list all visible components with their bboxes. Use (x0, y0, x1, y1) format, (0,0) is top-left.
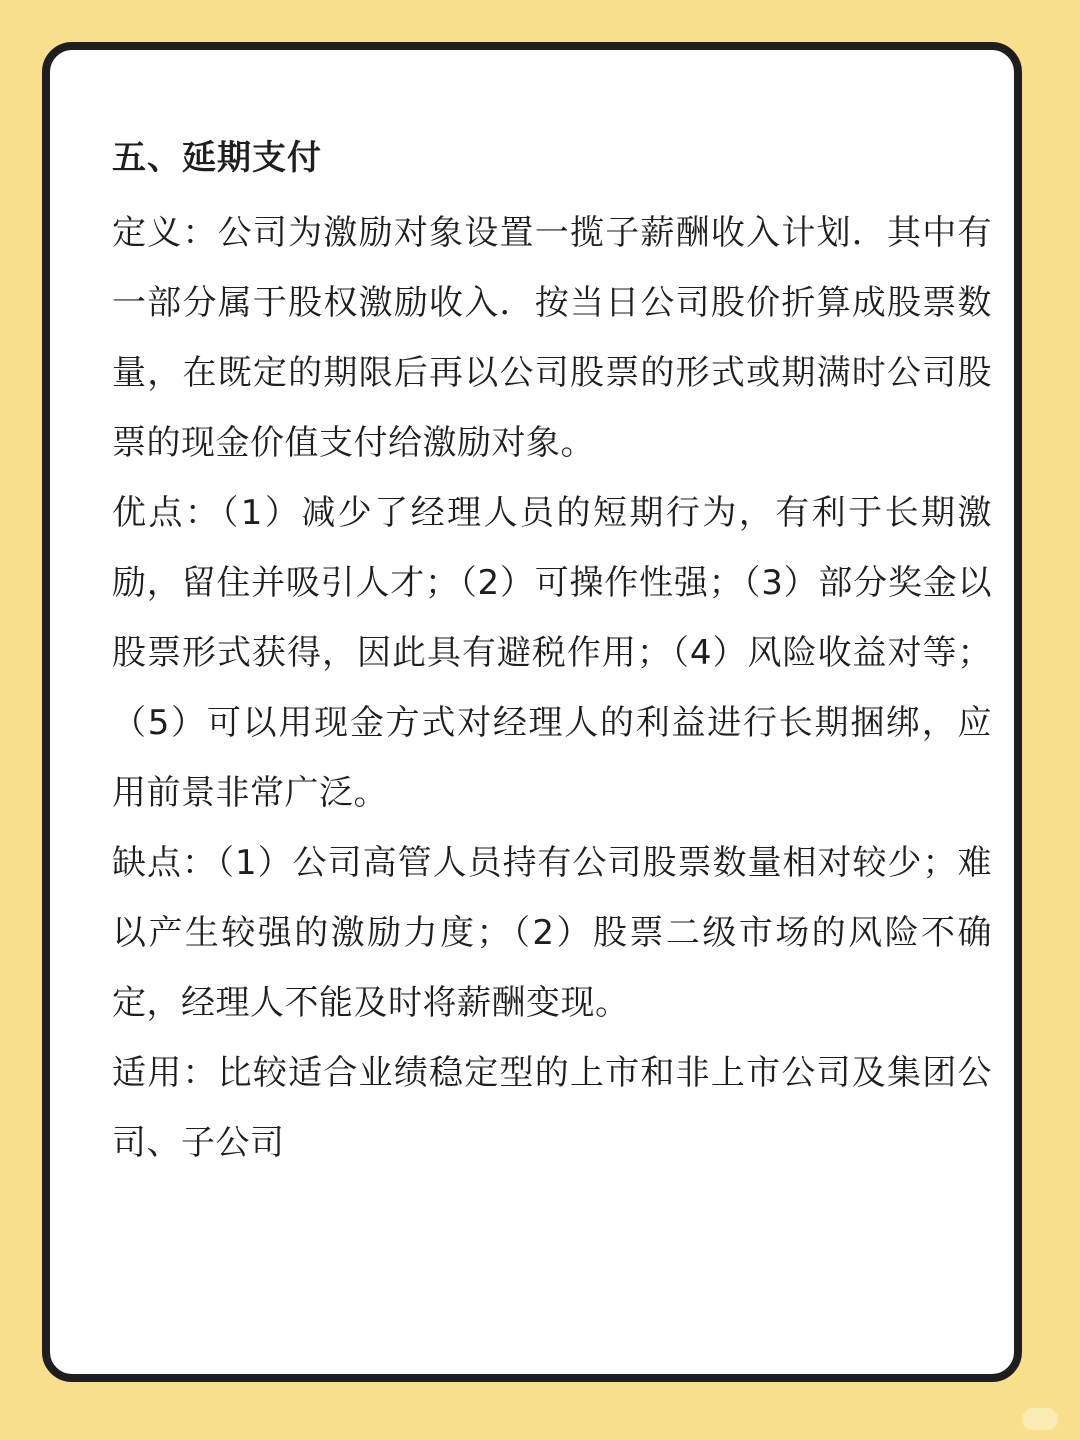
document-body (112, 128, 992, 1178)
definition-paragraph: 定义：公司为激励对象设置一揽子薪酬收入计划．其中有一部分属于股权激励收入．按当日公司股价折算成股票数量，在既定的期限后再以公司股票的形式或期满时公司股票的现金价值支付给激励对象。 (112, 213, 992, 463)
applicable-paragraph: 适用：比较适合业绩稳定型的上市和非上市公司及集团公司、子公司 (112, 1053, 992, 1163)
content-card (42, 42, 1022, 1382)
section-title: 五、延期支付 (112, 138, 322, 178)
disadvantages-paragraph: 缺点：（1）公司高管人员持有公司股票数量相对较少；难以产生较强的激励力度；（2）股票二级市场的风险不确定，经理人不能及时将薪酬变现。 (112, 843, 992, 1023)
watermark (1022, 1408, 1058, 1430)
advantages-paragraph: 优点：（1）减少了经理人员的短期行为，有利于长期激励，留住并吸引人才；（2）可操作性强；（3）部分奖金以股票形式获得，因此具有避税作用；（4）风险收益对等；（5）可以用现金方式对经理人的利益进行长期捆绑，应用前景非常广泛。 (112, 493, 992, 813)
